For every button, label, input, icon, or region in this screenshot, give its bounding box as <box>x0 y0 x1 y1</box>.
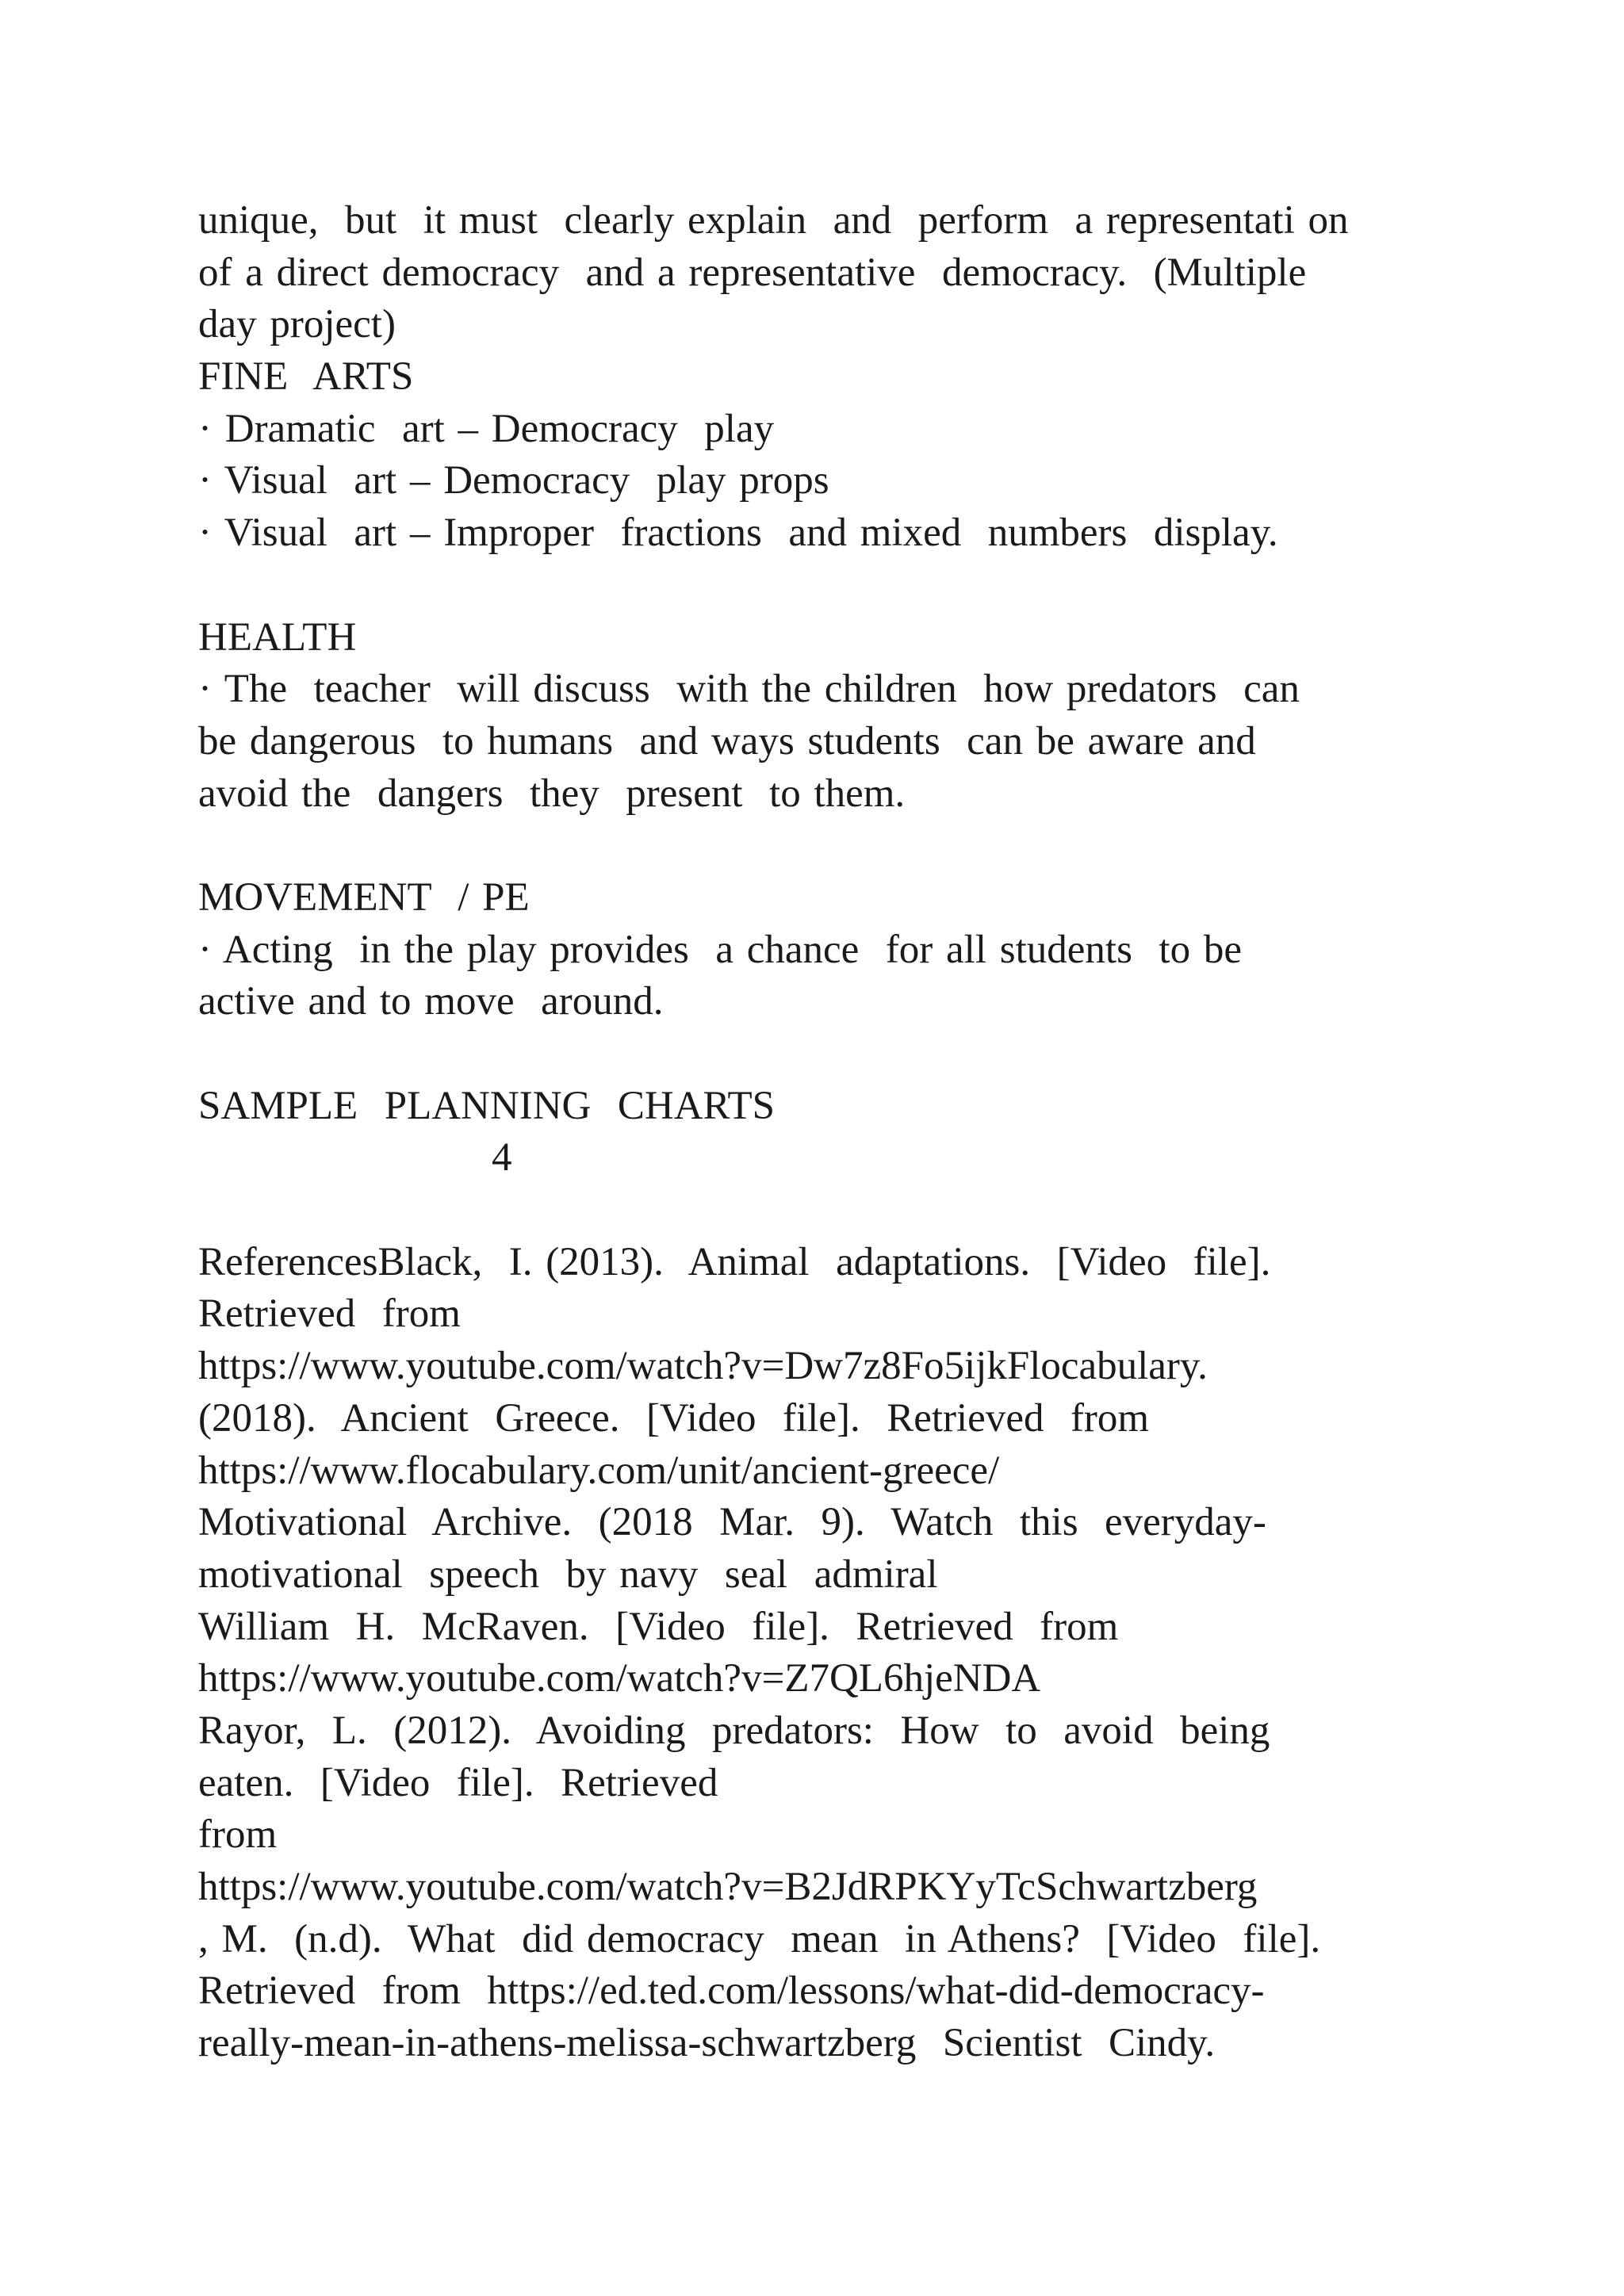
health-line: · The teacher will discuss with the children how predators can <box>198 667 1300 712</box>
reference-link: https://www.youtube.com/watch?v=Dw7z8Fo5ijkFlocabulary. <box>198 1344 1208 1389</box>
fine-arts-heading: FINE ARTS <box>198 354 414 400</box>
reference-line: from <box>198 1812 278 1858</box>
reference-line: Retrieved from <box>198 1292 461 1337</box>
reference-line: Motivational Archive. (2018 Mar. 9). Watch this everyday- <box>198 1500 1266 1545</box>
reference-line: eaten. [Video file]. Retrieved <box>198 1760 718 1805</box>
fine-arts-item: · Visual art – Democracy play props <box>198 458 829 503</box>
reference-line: Retrieved from https://ed.ted.com/lessons/what-did-democracy- <box>198 1969 1265 2014</box>
intro-line: unique, but it must clearly explain and perform a representati on <box>198 198 1349 243</box>
paragraph-gap <box>198 820 1435 872</box>
intro-line: of a direct democracy and a representative democracy. (Multiple <box>198 250 1307 295</box>
movement-line: active and to move around. <box>198 979 664 1024</box>
document-body <box>198 195 1435 2070</box>
reference-line: (2018). Ancient Greece. [Video file]. Retrieved from <box>198 1395 1150 1441</box>
intro-line: day project) <box>198 302 396 347</box>
paragraph-gap <box>198 1184 1435 1237</box>
reference-line: William H. McRaven. [Video file]. Retrieved from <box>198 1604 1119 1649</box>
reference-line: , M. (n.d). What did democracy mean in Athens? [Video file]. <box>198 1916 1321 1961</box>
health-heading: HEALTH <box>198 614 357 660</box>
reference-line: ReferencesBlack, I. (2013). Animal adaptations. [Video file]. <box>198 1239 1271 1284</box>
reference-line: motivational speech by navy seal admiral <box>198 1552 938 1597</box>
reference-link: https://www.youtube.com/watch?v=B2JdRPKYyTcSchwartzberg <box>198 1865 1258 1909</box>
reference-link: https://www.youtube.com/watch?v=Z7QL6hjeNDA <box>198 1656 1041 1701</box>
movement-heading: MOVEMENT / PE <box>198 874 530 920</box>
reference-line: Rayor, L. (2012). Avoiding predators: How to avoid being <box>198 1708 1270 1753</box>
running-header: SAMPLE PLANNING CHARTS <box>198 1083 776 1128</box>
reference-line: really-mean-in-athens-melissa-schwartzberg Scientist Cindy. <box>198 2021 1216 2066</box>
reference-link: https://www.flocabulary.com/unit/ancient-greece/ <box>198 1448 1000 1493</box>
health-line: be dangerous to humans and ways students can be aware and <box>198 718 1256 763</box>
fine-arts-item: · Visual art – Improper fractions and mixed numbers display. <box>198 511 1278 556</box>
paragraph-gap <box>198 560 1435 612</box>
health-line: avoid the dangers they present to them. <box>198 771 906 816</box>
page-number: 4 <box>492 1135 512 1181</box>
fine-arts-item: · Dramatic art – Democracy play <box>198 406 775 451</box>
movement-line: · Acting in the play provides a chance for all students to be <box>198 927 1242 972</box>
paragraph-gap <box>198 1028 1435 1081</box>
